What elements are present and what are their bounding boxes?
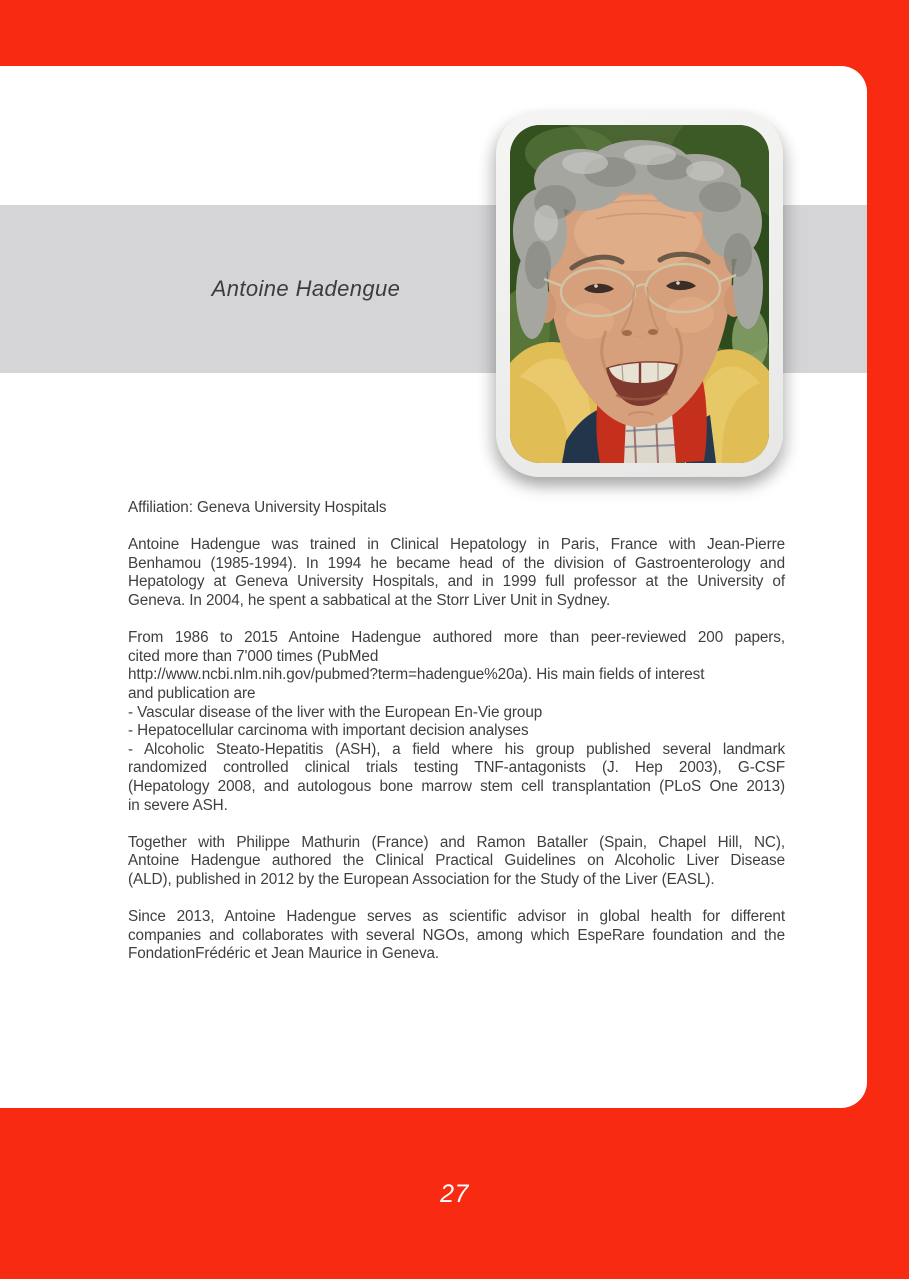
bio-line: - Alcoholic Steato-Hepatitis (ASH), a field where his group published several landmark — [128, 740, 785, 758]
bio-paragraphs — [128, 536, 785, 964]
photo-frame — [496, 111, 783, 477]
speaker-name: Antoine Hadengue — [211, 276, 401, 301]
bio-line: cited more than 7'000 times (PubMed — [128, 647, 379, 665]
bio-line: companies and collaborates with several NGOs, among which EspeRare foundation and the — [128, 926, 785, 944]
portrait-photo-illustration — [510, 125, 769, 463]
bio-line: Benhamou (1985-1994). In 1994 he became head of the division of Gastroenterology and — [128, 554, 785, 572]
bio-line: - Vascular disease of the liver with the European En-Vie group — [128, 703, 543, 721]
bio-line: in severe ASH. — [128, 796, 228, 814]
bio-line: Since 2013, Antoine Hadengue serves as scientific advisor in global health for different — [128, 908, 785, 926]
bio-line: Antoine Hadengue authored the Clinical Practical Guidelines on Alcoholic Liver Disease — [128, 852, 785, 870]
bio-paragraph — [128, 536, 785, 610]
bio-line: Hepatology at Geneva University Hospitals, and in 1999 full professor at the University of — [128, 573, 785, 591]
bio-line: FondationFrédéric et Jean Maurice in Geneva. — [128, 945, 440, 963]
bio-paragraph — [128, 908, 785, 964]
bio-line: http://www.ncbi.nlm.nih.gov/pubmed?term=hadengue%20a). His main fields of interest — [128, 666, 705, 684]
bio-line: (Hepatology 2008, and autologous bone marrow stem cell transplantation (PLoS One 2013) — [128, 777, 785, 795]
bio-line: (ALD), published in 2012 by the European Association for the Study of the Liver (EASL). — [128, 870, 715, 888]
bio-text — [128, 499, 785, 964]
portrait-photo — [510, 125, 769, 463]
bio-line: Geneva. In 2004, he spent a sabbatical at the Storr Liver Unit in Sydney. — [128, 591, 611, 609]
bio-paragraph — [128, 834, 785, 890]
bio-line: Antoine Hadengue was trained in Clinical Hepatology in Paris, France with Jean-Pierre — [128, 536, 785, 554]
bio-line: randomized controlled clinical trials testing TNF-antagonists (J. Hep 2003), G-CSF — [128, 759, 785, 777]
bio-line: From 1986 to 2015 Antoine Hadengue authored more than peer-reviewed 200 papers, — [128, 629, 785, 647]
bio-line: and publication are — [128, 684, 256, 702]
affiliation-line: Affiliation: Geneva University Hospitals — [128, 499, 387, 516]
page-number: 27 — [440, 1180, 469, 1208]
bio-line: - Hepatocellular carcinoma with important decision analyses — [128, 722, 529, 740]
bio-line: Together with Philippe Mathurin (France) and Ramon Bataller (Spain, Chapel Hill, NC), — [128, 833, 785, 851]
bio-paragraph — [128, 629, 785, 815]
